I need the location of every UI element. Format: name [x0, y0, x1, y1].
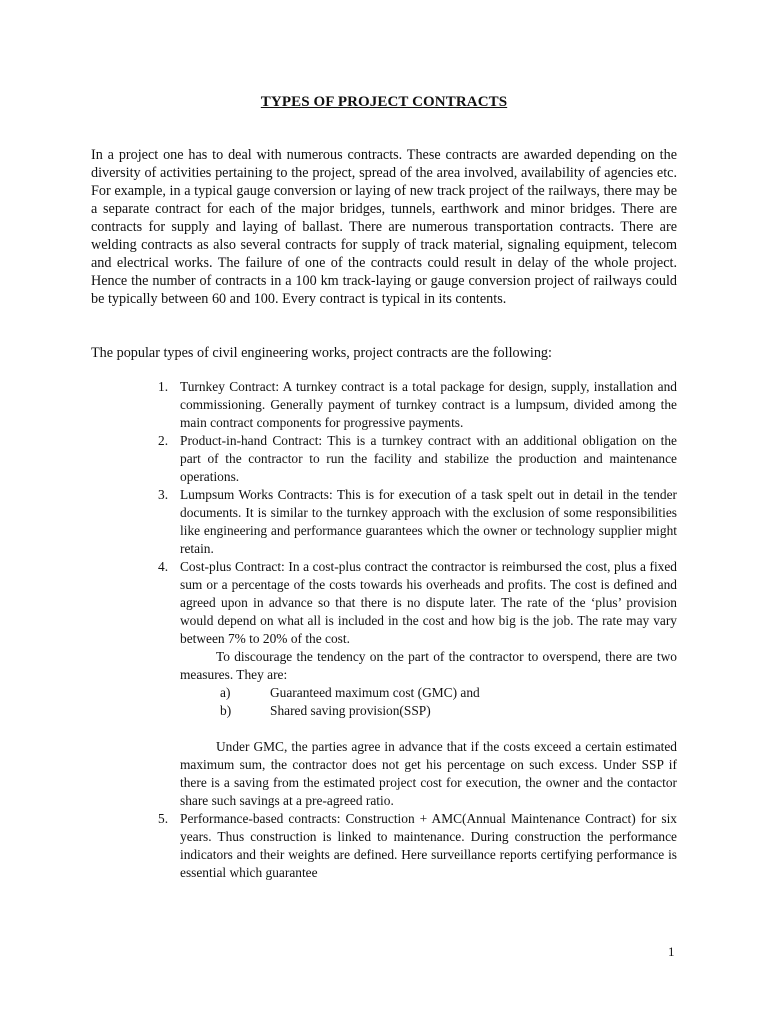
- list-item-text: Cost-plus Contract: In a cost-plus contract the contractor is reimbursed the cost, plus a fixed sum or a percentage of the costs towards his overheads and profits. The cost is defined and agreed upon in advance so that there is no dispute later. The rate of the ‘plus’ provision would depend on what all is included in the cost and how big is the job. The rate may vary between 7% to 20% of the cost.: [180, 559, 677, 646]
- measures-sublist: [180, 684, 677, 720]
- document-title: TYPES OF PROJECT CONTRACTS: [260, 94, 508, 110]
- sublist-item: [180, 684, 677, 702]
- list-item-text: Performance-based contracts: Construction + AMC(Annual Maintenance Contract) for six years. Thus construction is linked to maintenance. During construction the performance indicators and their weights are defined. Here surveillance reports certifying performance is essential which guarantee: [180, 811, 677, 880]
- list-item-continuation: To discourage the tendency on the part of the contractor to overspend, there are two measures. They are:: [180, 649, 677, 682]
- page-number: 1: [668, 944, 675, 959]
- contract-types-list: [150, 378, 677, 882]
- list-item: [150, 558, 677, 810]
- list-item-number: 4.: [158, 559, 169, 574]
- sublist-item-text: Shared saving provision(SSP): [270, 703, 431, 718]
- list-item-text: Turnkey Contract: A turnkey contract is a total package for design, supply, installation and commissioning. Generally payment of turnkey contract is a lumpsum, divided among the main contract components for progressive payments.: [180, 379, 677, 430]
- list-item-number: 5.: [158, 811, 169, 826]
- list-item-text: Lumpsum Works Contracts: This is for execution of a task spelt out in detail in the tender documents. It is similar to the turnkey approach with the exclusion of some responsibilities like engineering and performance guarantees which the owner or technology supplier might retain.: [180, 487, 677, 556]
- list-item-number: 1.: [158, 379, 169, 394]
- sublist-item: [180, 702, 677, 720]
- list-item: [150, 378, 677, 432]
- gmc-ssp-paragraph: Under GMC, the parties agree in advance that if the costs exceed a certain estimated maximum sum, the contractor does not get his percentage on such excess. Under SSP if there is a saving from the estimated project cost for execution, the owner and the contactor share such savings at a pre-agreed ratio.: [180, 739, 677, 808]
- spacer: [180, 720, 677, 738]
- list-intro-paragraph: The popular types of civil engineering works, project contracts are the following:: [91, 345, 552, 361]
- list-item-text: Product-in-hand Contract: This is a turnkey contract with an additional obligation on the part of the contractor to run the facility and stabilize the production and maintenance operations.: [180, 433, 677, 484]
- list-item: [150, 810, 677, 882]
- sublist-item-letter: a): [220, 685, 231, 700]
- sublist-item-text: Guaranteed maximum cost (GMC) and: [270, 685, 480, 700]
- sublist-item-letter: b): [220, 703, 232, 718]
- list-item-number: 3.: [158, 487, 169, 502]
- list-item: [150, 432, 677, 486]
- list-item: [150, 486, 677, 558]
- intro-paragraph: In a project one has to deal with numerous contracts. These contracts are awarded depending on the diversity of activities pertaining to the project, spread of the area involved, availability of agencies etc. For example, in a typical gauge conversion or laying of new track project of the railways, there may be a separate contract for each of the major bridges, tunnels, earthwork and minor bridges. There are contracts for supply and laying of ballast. There are numerous transportation contracts. There are welding contracts as also several contracts for supply of track material, signaling equipment, telecom and electrical works. The failure of one of the contracts could result in delay of the whole project. Hence the number of contracts in a 100 km track-laying or gauge conversion project of railways could be typically between 60 and 100. Every contract is typical in its contents.: [91, 147, 677, 307]
- list-item-number: 2.: [158, 433, 169, 448]
